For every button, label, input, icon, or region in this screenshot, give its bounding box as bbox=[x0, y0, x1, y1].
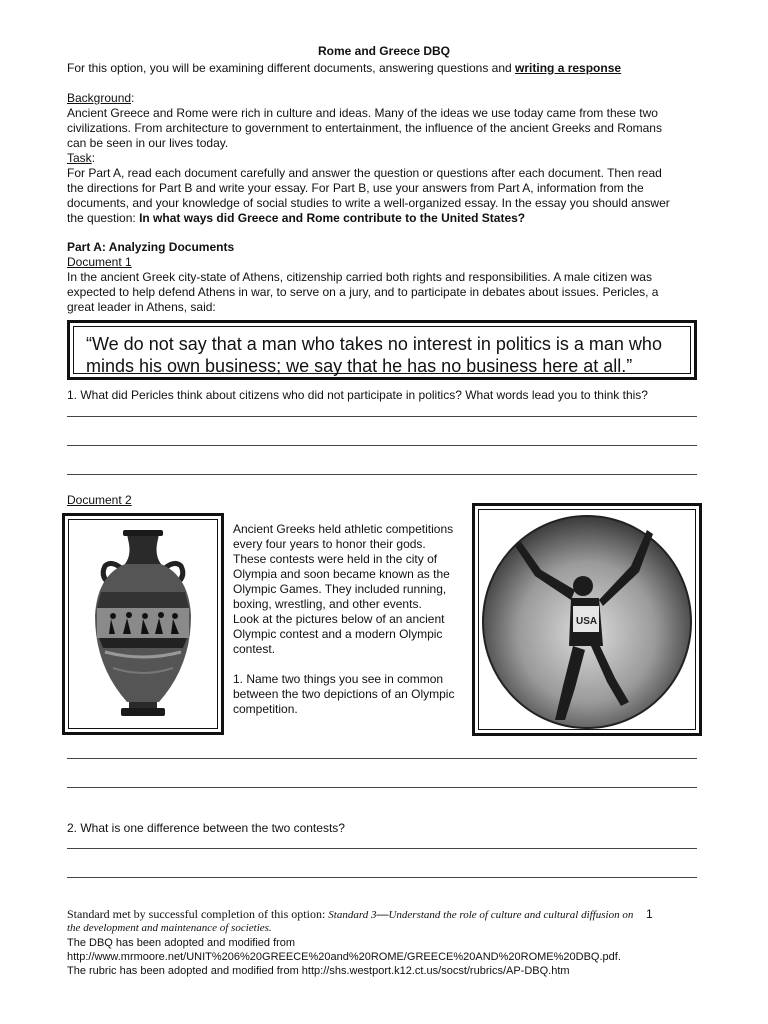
document2-line: Olympia and soon became known as the bbox=[233, 567, 450, 581]
document2-line: Olympic contest and a modern Olympic bbox=[233, 627, 443, 641]
credit-url[interactable]: http://www.mrmoore.net/UNIT%206%20GREECE%20and%20ROME/GREECE%20AND%20ROME%20DBQ.pdf. bbox=[67, 951, 621, 963]
greek-vase-image bbox=[62, 513, 224, 735]
standard-dash: — bbox=[376, 907, 389, 921]
part-a-heading: Part A: Analyzing Documents bbox=[67, 240, 235, 254]
document2-text bbox=[233, 522, 473, 717]
background-heading: Background: bbox=[67, 91, 135, 105]
jersey-text: USA bbox=[576, 616, 598, 627]
answer-line[interactable] bbox=[67, 445, 697, 446]
question-2: 2. What is one difference between the two contests? bbox=[67, 821, 345, 835]
answer-line[interactable] bbox=[67, 848, 697, 849]
document1-heading: Document 1 bbox=[67, 255, 132, 269]
standard-prefix: Standard met by successful completion of this option: bbox=[67, 907, 329, 921]
standard-id: Standard 3 bbox=[328, 909, 377, 921]
document1-line: great leader in Athens, said: bbox=[67, 300, 216, 314]
answer-line[interactable] bbox=[67, 416, 697, 417]
answer-line[interactable] bbox=[67, 787, 697, 788]
document2-question-line: competition. bbox=[233, 702, 298, 716]
task-line: the directions for Part B and write your essay. For Part B, use your answers from Part A, information from the bbox=[67, 181, 644, 195]
task-line: For Part A, read each document carefully and answer the question or questions after each document. Then read bbox=[67, 166, 662, 180]
document1-line: In the ancient Greek city-state of Athens, citizenship carried both rights and responsibilities. A male citizen was bbox=[67, 270, 652, 284]
task-question-line: the question: In what ways did Greece and Rome contribute to the United States? bbox=[67, 211, 526, 225]
quote-inner-border bbox=[73, 326, 691, 374]
pericles-quote bbox=[86, 333, 682, 377]
rubric-credit[interactable]: The rubric has been adopted and modified from http://shs.westport.k12.ct.us/socst/rubrics/AP-DBQ.htm bbox=[67, 965, 570, 977]
background-line: Ancient Greece and Rome were rich in culture and ideas. Many of the ideas we use today came from these two bbox=[67, 106, 658, 120]
document2-question-line: 1. Name two things you see in common bbox=[233, 672, 444, 686]
document2-line: Olympic Games. They included running, bbox=[233, 582, 447, 596]
document2-line: Ancient Greeks held athletic competitions bbox=[233, 522, 454, 536]
pericles-quote-box bbox=[67, 320, 697, 380]
document2-line: These contests were held in the city of bbox=[233, 552, 438, 566]
essay-question: In what ways did Greece and Rome contribute to the United States? bbox=[139, 211, 526, 225]
answer-line[interactable] bbox=[67, 877, 697, 878]
question-1: 1. What did Pericles think about citizens who did not participate in politics? What words lead you to think this? bbox=[67, 388, 648, 402]
modern-runner-image bbox=[472, 503, 702, 736]
task-line: documents, and your knowledge of social studies to write a well-organized essay. In the essay you should answer bbox=[67, 196, 670, 210]
answer-line[interactable] bbox=[67, 474, 697, 475]
background-line: civilizations. From architecture to government to entertainment, the influence of the ancient Greeks and Romans bbox=[67, 121, 662, 135]
standard-description: Understand the role of culture and cultural diffusion on bbox=[388, 909, 634, 921]
intro-text bbox=[67, 61, 707, 76]
document2-question-line: between the two depictions of an Olympic bbox=[233, 687, 455, 701]
page-number: 1 bbox=[646, 907, 653, 921]
document2-line: every four years to honor their gods. bbox=[233, 537, 426, 551]
document-title: Rome and Greece DBQ bbox=[317, 44, 451, 58]
runner-icon bbox=[475, 506, 699, 733]
intro-emphasis: writing a response bbox=[515, 61, 622, 75]
document2-line: contest. bbox=[233, 642, 276, 656]
background-line: can be seen in our lives today. bbox=[67, 136, 229, 150]
document2-heading: Document 2 bbox=[67, 493, 132, 507]
document2-line: boxing, wrestling, and other events. bbox=[233, 597, 422, 611]
answer-line[interactable] bbox=[67, 758, 697, 759]
standard-statement bbox=[67, 907, 707, 923]
task-heading: Task: bbox=[67, 151, 96, 165]
quote-line: minds his own business; we say that he has no business here at all.” bbox=[86, 356, 633, 376]
quote-line: “We do not say that a man who takes no interest in politics is a man who bbox=[86, 334, 662, 354]
document1-line: expected to help defend Athens in war, to serve on a jury, and to participate in debates about issues. Pericles, a bbox=[67, 285, 659, 299]
credit-line: The DBQ has been adopted and modified from bbox=[67, 937, 296, 949]
vase-icon bbox=[65, 516, 221, 732]
document2-line: Look at the pictures below of an ancient bbox=[233, 612, 445, 626]
standard-description-cont: the development and maintenance of societies. bbox=[67, 922, 272, 934]
intro-body: For this option, you will be examining different documents, answering questions and bbox=[67, 61, 516, 75]
